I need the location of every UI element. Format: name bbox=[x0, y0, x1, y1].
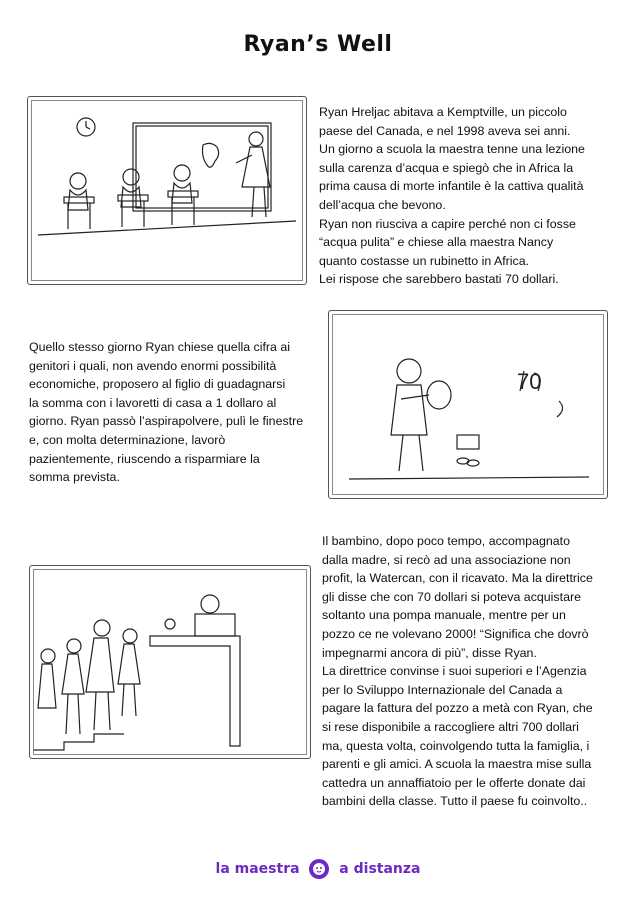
page-title: Ryan’s Well bbox=[243, 32, 393, 57]
paragraph-1: Ryan Hreljac abitava a Kemptville, un piccolo paese del Canada, e nel 1998 aveva sei anni. Un giorno a scuola la maestra tenne una lezione sulla carenza d’acqua e spiegò che in Africa la prima causa di morte infantile è la cattiva qualità dell’acqua che bevono. Ryan non riusciva a capire perché non ci fosse “acqua pulita” e chiese alla maestra Nancy quanto costasse un rubinetto in Africa. Lei rispose che sarebbero bastati 70 dollari. bbox=[319, 105, 585, 287]
paragraph-3: Il bambino, dopo poco tempo, accompagnato dalla madre, si recò ad una associazione non profit, la Watercan, con il ricavato. Ma la direttrice gli disse che con 70 dollari si poteva acquistare soltanto una pompa manuale, mentre per un pozzo ce ne volevano 2000! “Significa che dovrò impegnarmi ancora di più”, disse Ryan. La direttrice convinse i suoi superiori e l’Agenzia per lo Sviluppo Internazionale del Canada a pagare la fattura del pozzo a metà con Ryan, che si rese disponibile a raccogliere altri 700 dollari ma, questa volta, coinvolgendo tutta la famiglia, i parenti e gli amici. A scuola la maestra mise sulla cattedra un annaffiatoio per le offerte donate dai bambini della classe. Tutto il paese fu coinvolto.. bbox=[322, 534, 593, 809]
footer-brand bbox=[0, 858, 636, 880]
illustration-watercan-queue bbox=[29, 565, 311, 759]
banknote-icon bbox=[457, 435, 479, 449]
teacher-avatar-icon bbox=[308, 858, 330, 880]
illustration-piggy-bank bbox=[328, 310, 608, 499]
classroom-drawing bbox=[28, 97, 306, 284]
number-seventy: 70 bbox=[517, 369, 542, 394]
footer-brand-right: a distanza bbox=[339, 861, 421, 877]
paragraph-2: Quello stesso giorno Ryan chiese quella cifra ai genitori i quali, non avendo enormi possibilità economiche, proposero al figlio di guadagnarsi la somma con i lavoretti di casa a 1 dollaro al giorno. Ryan passò l’aspirapolvere, pulì le finestre e, con molta determinazione, lavorò pazientemente, riuscendo a risparmiare la somma prevista. bbox=[29, 340, 304, 485]
illustration-classroom bbox=[27, 96, 307, 285]
queue-drawing bbox=[30, 566, 310, 758]
footer-brand-left: la maestra bbox=[215, 861, 300, 877]
piggy-bank-drawing bbox=[329, 311, 607, 498]
